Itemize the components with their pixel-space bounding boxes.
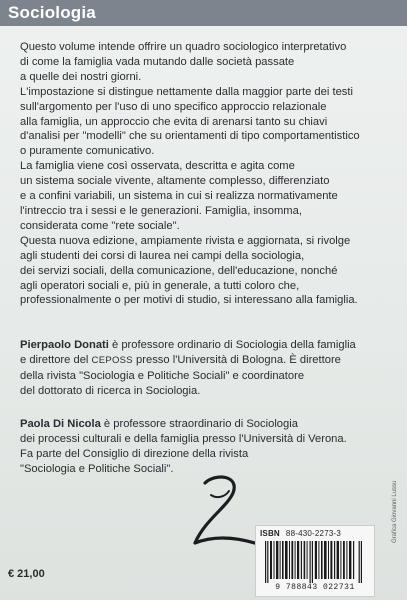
isbn-number: 88-430-2273-3 <box>285 529 342 538</box>
author-bio-donati <box>20 338 386 399</box>
bio-text: e direttore del <box>20 353 92 366</box>
bio-line: Fa parte del Consiglio di direzione della rivista <box>20 447 249 460</box>
isbn-line <box>260 529 370 538</box>
description-line: a quelle dei nostri giorni. <box>20 70 142 83</box>
description-line: sull'argomento per l'uso di uno specifico approccio relazionale <box>20 100 327 113</box>
bio-text: è professore straordinario di Sociologia <box>100 418 298 430</box>
description-line: Questo volume intende offrire un quadro sociologico interpretativo <box>20 41 347 53</box>
bio-line: del dottorato di ricerca in Sociologia. <box>20 384 201 397</box>
barcode-digits: 9 788843 022731 <box>275 583 355 592</box>
book-description <box>20 40 386 308</box>
description-line: considerata come "rete sociale". <box>20 219 180 232</box>
design-credit: Grafica Giovanni Lussu <box>392 480 398 543</box>
description-line: agli operatori sociali e, più in generale, a tutti coloro che, <box>20 279 300 292</box>
bio-line <box>20 353 386 369</box>
description-line: La famiglia viene così osservata, descritta e agita come <box>20 160 295 173</box>
price-label: € 21,00 <box>8 568 45 580</box>
description-line: alla famiglia, un approccio che evita di arenarsi tanto su chiavi <box>20 115 328 128</box>
bio-line: della rivista "Sociologia e Politiche Sociali" e coordinatore <box>20 369 305 382</box>
isbn-label: ISBN <box>260 529 280 538</box>
bio-line: dei processi culturali e della famiglia presso l'Università di Verona. <box>20 432 347 445</box>
title-strip <box>0 0 407 26</box>
barcode <box>264 541 364 583</box>
series-title: Sociologia <box>8 3 96 22</box>
bio-acronym: CEPOSS <box>91 354 133 366</box>
description-line: e a confini variabili, un sistema in cui si realizza normativamente <box>20 190 338 203</box>
description-line: Questa nuova edizione, ampiamente rivista e aggiornata, si rivolge <box>20 234 351 247</box>
description-line: L'impostazione si distingue nettamente dalla maggior parte dei testi <box>20 85 353 98</box>
description-line: l'intreccio tra i sessi e le generazioni. Famiglia, insomma, <box>20 204 302 217</box>
description-line: o puramente comunicativo. <box>20 145 155 158</box>
description-line: dei servizi sociali, della comunicazione, dell'educazione, nonché <box>20 264 338 277</box>
author-name: Paola Di Nicola <box>20 418 101 430</box>
bio-line <box>20 338 386 353</box>
description-line: agli studenti dei corsi di laurea nei campi della sociologia, <box>20 249 305 262</box>
description-line: un sistema sociale vivente, altamente complesso, differenziato <box>20 175 330 188</box>
bio-text: è professore ordinario di Sociologia della famiglia <box>108 339 356 351</box>
bio-line <box>20 417 386 432</box>
description-line: professionalmente o per motivi di studio, si interessano alla famiglia. <box>20 294 358 307</box>
description-line: d'analisi per "modelli" che su orientamenti di tipo comportamentistico <box>20 130 360 143</box>
bio-text: presso l'Università di Bologna. È direttore <box>132 353 341 366</box>
author-name: Pierpaolo Donati <box>20 339 109 351</box>
barcode-panel <box>255 525 375 597</box>
description-line: di come la famiglia vada mutando dalle società passate <box>20 55 295 68</box>
bio-line: "Sociologia e Politiche Sociali". <box>20 462 174 475</box>
